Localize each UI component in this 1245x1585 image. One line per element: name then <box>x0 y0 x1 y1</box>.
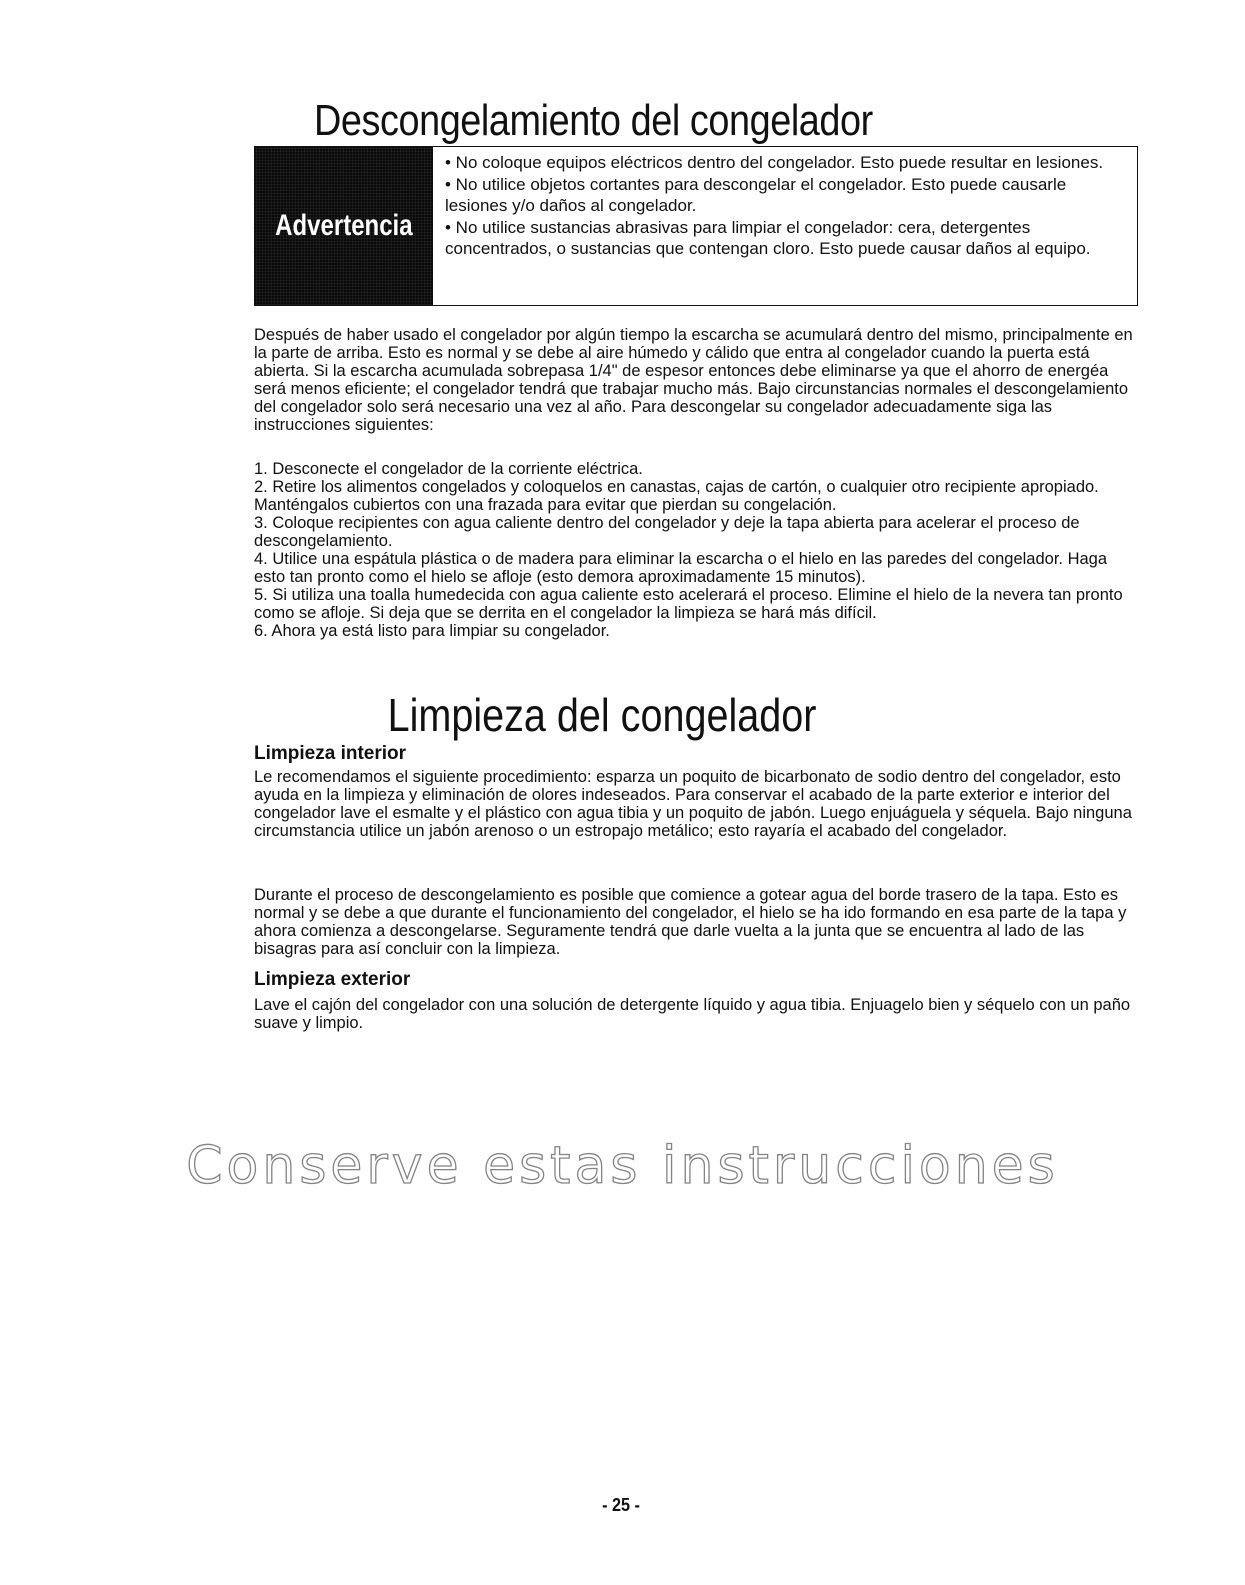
intro-text: Después de haber usado el congelador por algún tiempo la escarcha se acumulará dentro del mismo, principalmente en la parte de arriba. Esto es normal y se debe al aire húmedo y cálido que entra al congelador cuando la puerta está abierta. Si la escarcha acumulada sobrepasa 1/4" de espesor entonces debe eliminarse ya que el ahorro de energéa será menos eficiente; el congelador tendrá que trabajar mucho más. Bajo circunstancias normales el descongelamiento del congelador solo será necesario una vez al año. Para descongelar su congelador adecuadamente siga las instrucciones siguientes: <box>254 326 1133 434</box>
warning-label: Advertencia <box>275 209 413 242</box>
warning-item: • No utilice objetos cortantes para descongelar el congelador. Esto puede causarle lesiones y/o daños al congelador. <box>445 174 1067 215</box>
exterior-cleaning-paragraph <box>254 996 1142 1032</box>
save-instructions-motto: Conserve estas instrucciones <box>186 1136 1059 1196</box>
step-item: 1. Desconecte el congelador de la corriente eléctrica. <box>254 460 643 478</box>
section-title-defrost: Descongelamiento del congelador <box>313 96 873 145</box>
exterior-cleaning-heading: Limpieza exterior <box>254 969 411 990</box>
section-title-cleaning: Limpieza del congelador <box>387 689 817 741</box>
interior-cleaning-heading: Limpieza interior <box>254 743 407 764</box>
step-item: 4. Utilice una espátula plástica o de madera para eliminar la escarcha o el hielo en las paredes del congelador. Haga esto tan pronto como el hielo se afloje (esto demora aproximadamente 15 minutos). <box>254 550 1108 586</box>
warning-item: • No coloque equipos eléctricos dentro del congelador. Esto puede resultar en lesiones. <box>445 153 1104 172</box>
warning-box <box>254 146 1138 306</box>
warning-item: • No utilice sustancias abrasivas para limpiar el congelador: cera, detergentes concentrados, o sustancias que contengan cloro. Esto puede causar daños al equipo. <box>445 217 1091 258</box>
step-item: 3. Coloque recipientes con agua caliente dentro del congelador y deje la tapa abierta para acelerar el proceso de descongelamiento. <box>254 514 1080 550</box>
step-item: 2. Retire los alimentos congelados y coloquelos en canastas, cajas de cartón, o cualquier otro recipiente apropiado. Manténgalos cubiertos con una frazada para evitar que pierdan su congelación. <box>254 478 1099 514</box>
warning-list <box>445 152 1125 260</box>
defrost-steps-list <box>254 460 1142 640</box>
defrost-intro-paragraph <box>254 326 1142 434</box>
drip-text: Durante el proceso de descongelamiento es posible que comience a gotear agua del borde trasero de la tapa. Esto es normal y se debe a que durante el funcionamiento del congelador, el hielo se ha ido formando en esa parte de la tapa y ahora comienza a descongelarse. Seguramente tendrá que darle vuelta a la junta que se encuentra al lado de las bisagras para así concluir con la limpieza. <box>254 886 1127 958</box>
page-number: - 25 - <box>602 1495 640 1515</box>
interior-cleaning-paragraph <box>254 768 1142 840</box>
interior-text: Le recomendamos el siguiente procedimiento: esparza un poquito de bicarbonato de sodio dentro del congelador, esto ayuda en la limpieza y eliminación de olores indeseados. Para conservar el acabado de la parte exterior e interior del congelador lave el esmalte y el plástico con agua tibia y un poquito de jabón. Luego enjuáguela y séquela. Bajo ninguna circumstancia utilice un jabón arenoso o un estropajo metálico; esto rayaría el acabado del congelador. <box>254 768 1132 840</box>
exterior-text: Lave el cajón del congelador con una solución de detergente líquido y agua tibia. Enjuagelo bien y séquelo con un paño suave y limpio. <box>254 996 1131 1032</box>
drip-note-paragraph <box>254 886 1142 958</box>
step-item: 5. Si utiliza una toalla humedecida con agua caliente esto acelerará el proceso. Elimine el hielo de la nevera tan pronto como se afloje. Si deja que se derrita en el congelador la limpieza se hará más difícil. <box>254 586 1123 622</box>
step-item: 6. Ahora ya está listo para limpiar su congelador. <box>254 622 610 640</box>
warning-label-panel <box>255 147 433 305</box>
